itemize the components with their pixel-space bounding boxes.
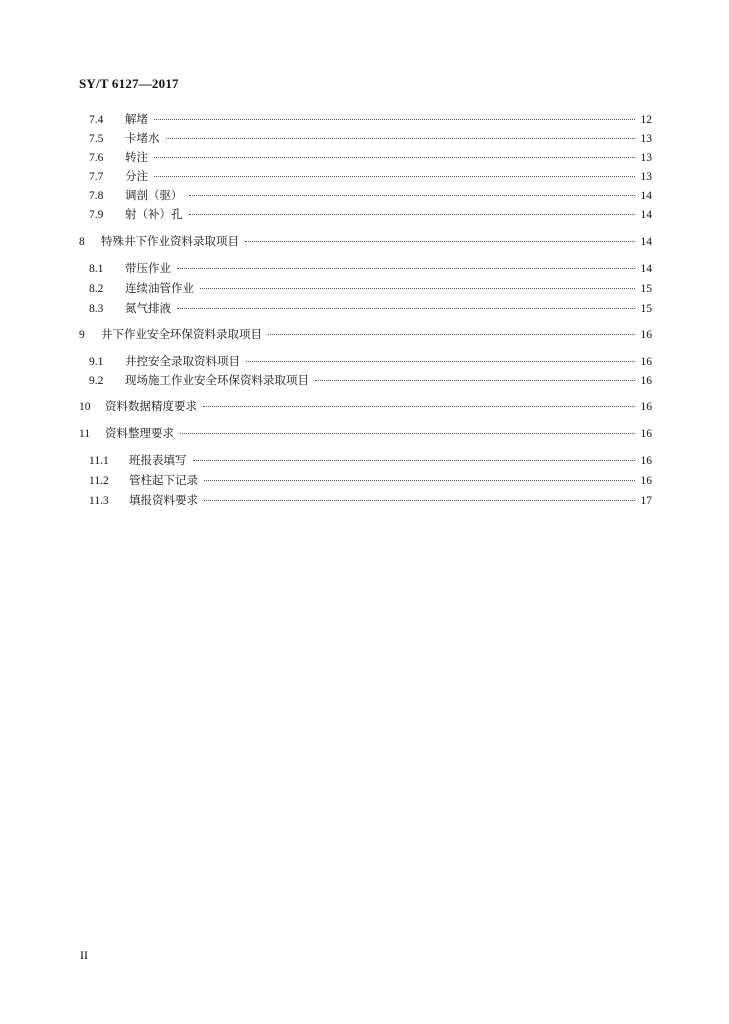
toc-entry-title: 特殊井下作业资料录取项目 (101, 234, 239, 248)
toc-entry-title: 解堵 (125, 112, 148, 126)
toc-entry-number: 11.1 (89, 455, 109, 467)
dot-leader (246, 361, 635, 362)
toc-entry-title: 管柱起下记录 (129, 473, 198, 487)
toc-entry-number: 11.3 (89, 495, 109, 507)
toc-chapter-entry[interactable] (0, 325, 729, 343)
toc-entry[interactable] (0, 352, 729, 370)
toc-entry-number: 7.9 (89, 209, 104, 221)
toc-entry-page: 16 (640, 375, 652, 387)
dot-leader (315, 380, 635, 381)
toc-entry-number: 8.2 (89, 283, 104, 295)
toc-entry-page: 16 (640, 356, 652, 368)
dot-leader (166, 138, 636, 139)
dot-leader (189, 214, 636, 215)
toc-entry-number: 9.1 (89, 356, 104, 368)
toc-chapter-entry[interactable] (0, 397, 729, 415)
toc-entry-page: 14 (640, 263, 652, 275)
dot-leader (154, 119, 635, 120)
toc-entry-number: 10 (79, 401, 91, 413)
toc-entry-title: 填报资料要求 (129, 493, 198, 507)
toc-entry-page: 13 (640, 133, 652, 145)
toc-entry-number: 8.3 (89, 303, 104, 315)
dot-leader (154, 176, 635, 177)
toc-entry[interactable] (0, 148, 729, 166)
toc-entry-page: 13 (640, 171, 652, 183)
toc-entry-title: 氮气排液 (125, 301, 171, 315)
toc-entry-page: 14 (640, 190, 652, 202)
dot-leader (203, 406, 635, 407)
standard-code-header: SY/T 6127—2017 (79, 76, 179, 91)
toc-entry-page: 14 (640, 236, 652, 248)
toc-entry-number: 8.1 (89, 263, 104, 275)
toc-entry-title: 射（补）孔 (125, 207, 183, 221)
toc-entry-number: 11.2 (89, 475, 109, 487)
toc-entry-page: 16 (640, 455, 652, 467)
toc-entry-title: 分注 (125, 169, 148, 183)
toc-entry[interactable] (0, 451, 729, 469)
dot-leader (154, 157, 635, 158)
toc-entry-title: 卡堵水 (125, 131, 160, 145)
toc-entry-page: 16 (640, 401, 652, 413)
toc-entry[interactable] (0, 471, 729, 489)
page-number-marker: II (80, 948, 88, 962)
toc-entry[interactable] (0, 371, 729, 389)
toc-entry[interactable] (0, 129, 729, 147)
toc-entry-title: 带压作业 (125, 261, 171, 275)
dot-leader (204, 500, 635, 501)
toc-entry-page: 12 (640, 114, 652, 126)
toc-entry-number: 7.7 (89, 171, 104, 183)
dot-leader (204, 480, 635, 481)
toc-entry[interactable] (0, 186, 729, 204)
toc-entry-title: 现场施工作业安全环保资料录取项目 (125, 373, 309, 387)
toc-entry[interactable] (0, 491, 729, 509)
toc-entry-number: 7.4 (89, 114, 104, 126)
toc-entry-title: 连续油管作业 (125, 281, 194, 295)
toc-entry-title: 班报表填写 (129, 453, 187, 467)
toc-entry-title: 转注 (125, 150, 148, 164)
toc-entry[interactable] (0, 167, 729, 185)
toc-entry-page: 17 (640, 495, 652, 507)
toc-entry-number: 7.5 (89, 133, 104, 145)
toc-entry-title: 资料整理要求 (105, 426, 174, 440)
toc-entry-page: 16 (640, 329, 652, 341)
dot-leader (189, 195, 636, 196)
toc-entry-title: 井控安全录取资料项目 (125, 354, 240, 368)
toc-entry-page: 15 (640, 283, 652, 295)
toc-entry-number: 7.6 (89, 152, 104, 164)
toc-chapter-entry[interactable] (0, 424, 729, 442)
toc-entry-title: 井下作业安全环保资料录取项目 (101, 327, 262, 341)
toc-entry-page: 15 (640, 303, 652, 315)
toc-entry[interactable] (0, 299, 729, 317)
dot-leader (268, 334, 635, 335)
toc-entry-number: 7.8 (89, 190, 104, 202)
toc-entry-page: 16 (640, 428, 652, 440)
toc-entry-number: 9.2 (89, 375, 104, 387)
toc-entry[interactable] (0, 279, 729, 297)
toc-entry-title: 资料数据精度要求 (105, 399, 197, 413)
dot-leader (177, 268, 635, 269)
dot-leader (180, 433, 635, 434)
toc-entry-number: 8 (79, 236, 85, 248)
toc-entry-page: 14 (640, 209, 652, 221)
toc-entry-number: 9 (79, 329, 85, 341)
dot-leader (177, 308, 635, 309)
dot-leader (200, 288, 635, 289)
toc-entry-page: 13 (640, 152, 652, 164)
toc-entry-title: 调剖（驱） (125, 188, 183, 202)
dot-leader (245, 241, 635, 242)
toc-entry-number: 11 (79, 428, 91, 440)
toc-chapter-entry[interactable] (0, 232, 729, 250)
toc-entry[interactable] (0, 259, 729, 277)
toc-entry[interactable] (0, 205, 729, 223)
toc-entry-page: 16 (640, 475, 652, 487)
dot-leader (193, 460, 636, 461)
toc-entry[interactable] (0, 110, 729, 128)
